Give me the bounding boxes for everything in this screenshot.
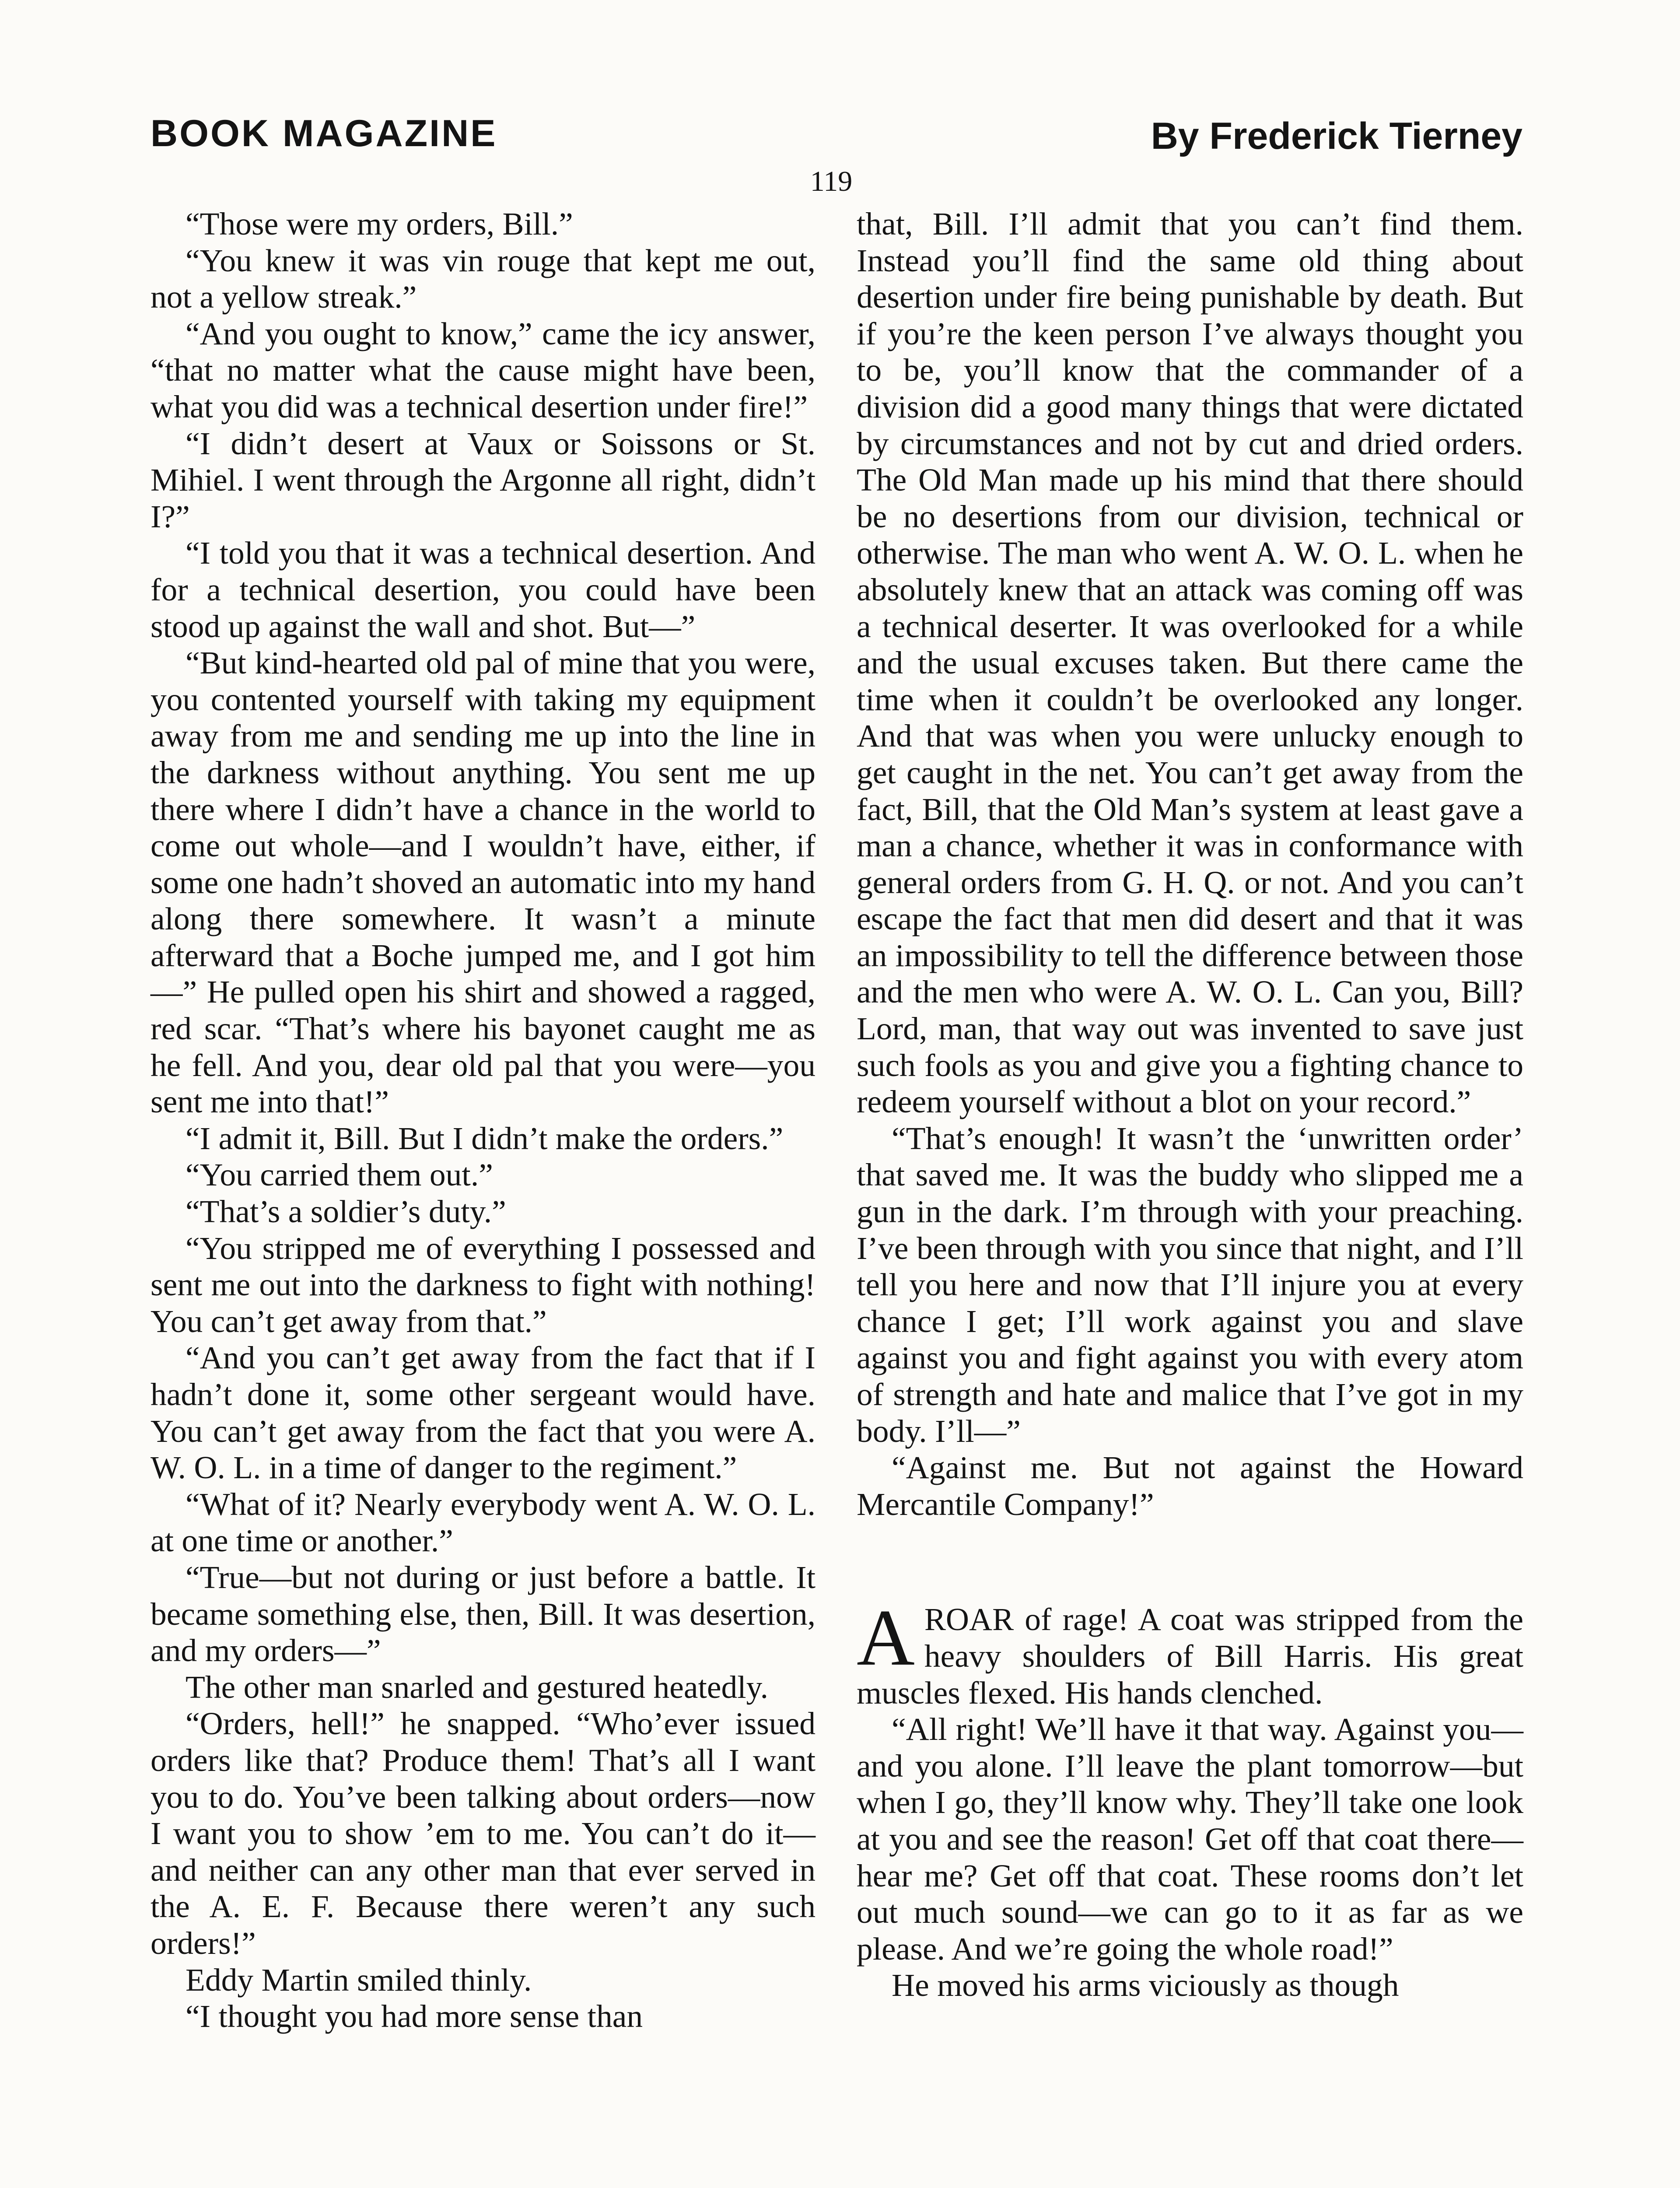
paragraph: Eddy Martin smiled thinly. — [186, 1962, 532, 1998]
paragraph: “And you ought to know,” came the icy answer, “that no matter what the cause might have been, what you did was a technical desertion under fire!” — [150, 316, 816, 424]
paragraph: “That’s enough! It wasn’t the ‘unwritten order’ that saved me. It was the buddy who slipped me a gun in the dark. I’m through with your preaching. I’ve been through with you since that night, and I’ll tell you here and now that I’ll injure you at every chance I get; I’ll work against you and slave against you and fight against you with every atom of strength and hate and malice that I’ve got in my body. I’ll—” — [857, 1120, 1523, 1449]
page-number: 119 — [810, 165, 853, 197]
paragraph: “I thought you had more sense than — [186, 1999, 643, 2034]
paragraph: “Those were my orders, Bill.” — [186, 206, 573, 242]
paragraph: “You stripped me of everything I possessed and sent me out into the darkness to fight with nothing! You can’t get away from that.” — [150, 1230, 816, 1339]
paragraph: “All right! We’ll have it that way. Against you—and you alone. I’ll leave the plant tomorrow—but when I go, they’ll know why. They’ll take one look at you and see the reason! Get off that coat there—hear me? Get off that coat. These rooms don’t let out much sound—we can go to it as far as we please. And we’re going the whole road!” — [857, 1711, 1523, 1967]
paragraph: “That’s a soldier’s duty.” — [186, 1194, 506, 1230]
paragraph: He moved his arms viciously as though — [892, 1967, 1399, 2003]
paragraph: “You carried them out.” — [186, 1157, 493, 1193]
paragraph: “You knew it was vin rouge that kept me out, not a yellow streak.” — [150, 242, 816, 315]
section-opening — [857, 1593, 1523, 1711]
paragraph: “I told you that it was a technical desertion. And for a technical desertion, you could have been stood up against the wall and shot. But—” — [150, 535, 816, 644]
paragraph: “True—but not during or just before a battle. It became something else, then, Bill. It was desertion, and my orders—” — [150, 1559, 816, 1669]
paragraph-continued: that, Bill. I’ll admit that you can’t find them. Instead you’ll find the same old thing about desertion under fire being punishable by death. But if you’re the keen person I’ve always thought you to be, you’ll know that the commander of a division did a good many things that were dictated by circumstances and not by cut and dried orders. The Old Man made up his mind that there should be no desertions from our division, technical or otherwise. The man who went A. W. O. L. when he absolutely knew that an attack was coming off was a technical deserter. It was overlooked for a while and the usual excuses taken. But there came the time when it couldn’t be overlooked any longer. And that was when you were unlucky enough to get caught in the net. You can’t get away from the fact, Bill, that the Old Man’s system at least gave a man a chance, whether it was in conformance with general orders from G. H. Q. or not. And you can’t escape the fact that men did desert and that it was an impossibility to tell the difference between those and the men who were A. W. O. L. Can you, Bill? Lord, man, that way out was invented to save just such fools as you and give you a fighting chance to redeem yourself without a blot on your record.” — [857, 206, 1523, 1120]
paragraph: “I didn’t desert at Vaux or Soissons or St. Mihiel. I went through the Argonne all right, didn’t I?” — [150, 425, 816, 534]
right-column — [857, 206, 1523, 2004]
paragraph: “Against me. But not against the Howard Mercantile Company!” — [857, 1450, 1523, 1522]
paragraph: “And you can’t get away from the fact that if I hadn’t done it, some other sergeant would have. You can’t get away from the fact that you were A. W. O. L. in a time of danger to the regiment.” — [150, 1340, 816, 1486]
paragraph: The other man snarled and gestured heatedly. — [186, 1669, 769, 1705]
paragraph: “What of it? Nearly everybody went A. W. O. L. at one time or another.” — [150, 1486, 816, 1559]
drop-cap: A — [857, 1593, 915, 1683]
paragraph: “But kind-hearted old pal of mine that you were, you contented yourself with taking my equipment away from me and sending me up into the line in the darkness without anything. You sent me up there where I didn’t have a chance in the world to come out whole—and I wouldn’t have, either, if some one hadn’t shoved an automatic into my hand along there somewhere. It wasn’t a minute afterward that a Boche jumped me, and I got him—” He pulled open his shirt and showed a ragged, red scar. “That’s where his bayonet caught me as he fell. And you, dear old pal that you were—you sent me into that!” — [150, 645, 816, 1120]
magazine-title: BOOK MAGAZINE — [150, 112, 497, 154]
paragraph: “I admit it, Bill. But I didn’t make the orders.” — [186, 1120, 784, 1156]
section-opening-text: ROAR of rage! A coat was stripped from the heavy shoulders of Bill Harris. His great muscles flexed. His hands clenched. — [857, 1602, 1523, 1711]
author-byline: By Frederick Tierney — [1151, 115, 1522, 157]
left-column — [150, 206, 816, 2035]
paragraph: “Orders, hell!” he snapped. “Who’ever issued orders like that? Produce them! That’s all I want you to do. You’ve been talking about orders—now I want you to show ’em to me. You can’t do it—and neither can any other man that ever served in the A. E. F. Because there weren’t any such orders!” — [150, 1706, 816, 1961]
